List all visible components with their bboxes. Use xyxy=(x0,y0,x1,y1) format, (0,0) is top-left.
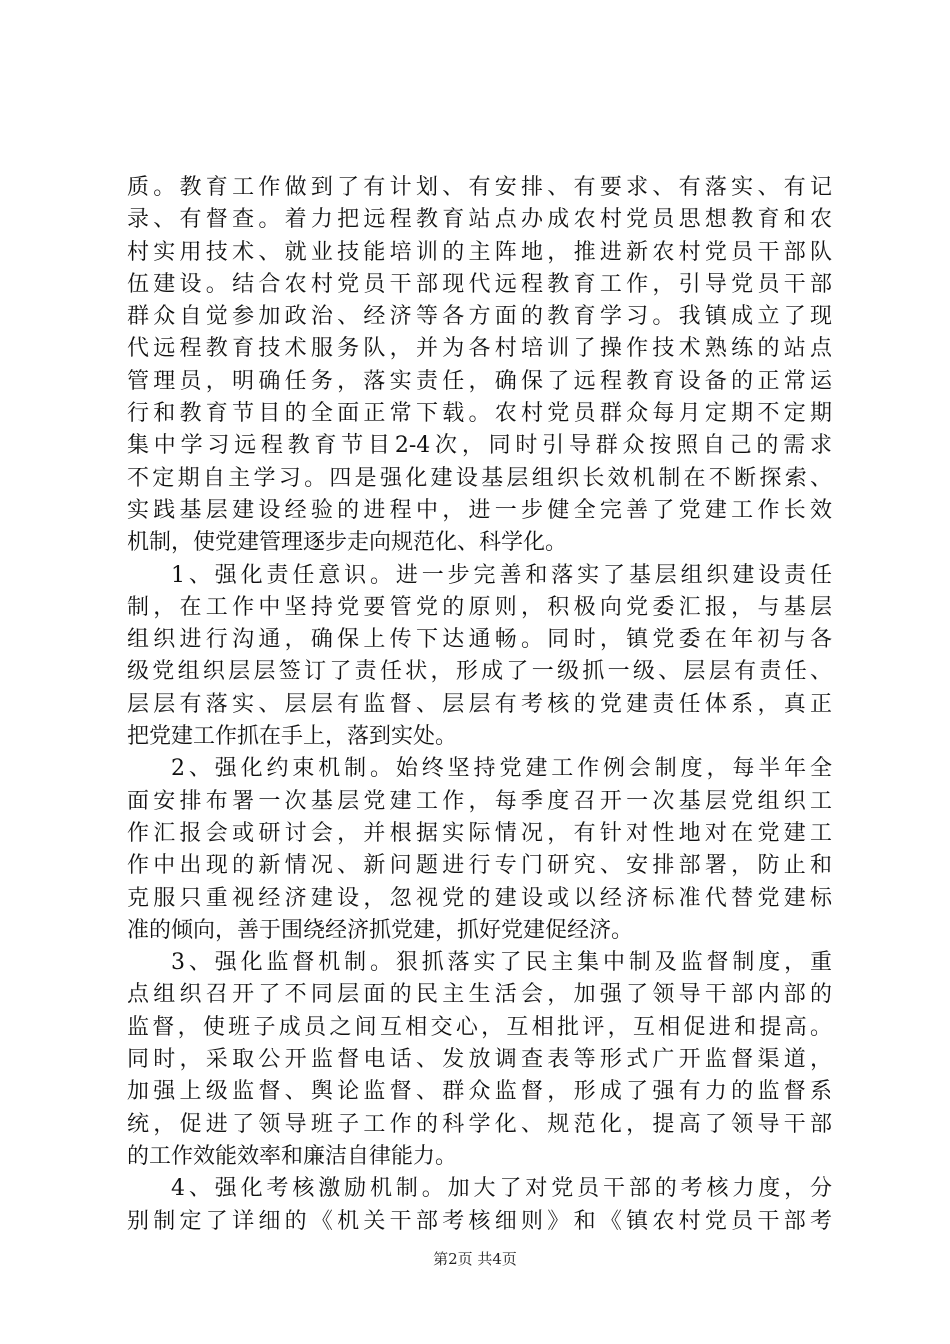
text-line: 点组织召开了不同层面的民主生活会，加强了领导干部内部的 xyxy=(127,982,832,1008)
text-line: 录、有督查。着力把远程教育站点办成农村党员思想教育和农 xyxy=(127,207,832,233)
text-line: 层层有落实、层层有监督、层层有考核的党建责任体系，真正 xyxy=(127,691,832,717)
paragraph-first-line: 1、强化责任意识。进一步完善和落实了基层组织建设责任 xyxy=(171,562,832,588)
text-line: 管理员，明确任务，落实责任，确保了远程教育设备的正常运 xyxy=(127,368,832,394)
text-line: 把党建工作抓在手上，落到实处。 xyxy=(127,724,458,750)
text-line: 伍建设。结合农村党员干部现代远程教育工作，引导党员干部 xyxy=(127,271,832,297)
text-line: 加强上级监督、舆论监督、群众监督，形成了强有力的监督系 xyxy=(127,1079,832,1105)
text-line: 群众自觉参加政治、经济等各方面的教育学习。我镇成立了现 xyxy=(127,304,832,330)
text-line: 组织进行沟通，确保上传下达通畅。同时，镇党委在年初与各 xyxy=(127,627,832,653)
paragraph-first-line: 4、强化考核激励机制。加大了对党员干部的考核力度，分 xyxy=(171,1176,832,1202)
text-line: 准的倾向，善于围绕经济抓党建，抓好党建促经济。 xyxy=(127,917,634,943)
text-line: 统，促进了领导班子工作的科学化、规范化，提高了领导干部 xyxy=(127,1111,832,1137)
text-line: 同时，采取公开监督电话、发放调查表等形式广开监督渠道， xyxy=(127,1047,832,1073)
text-line: 克服只重视经济建设，忽视党的建设或以经济标准代替党建标 xyxy=(127,885,832,911)
text-line: 质。教育工作做到了有计划、有安排、有要求、有落实、有记 xyxy=(127,175,832,200)
paragraph-first-line: 2、强化约束机制。始终坚持党建工作例会制度，每半年全 xyxy=(171,756,832,782)
text-line: 面安排布署一次基层党建工作，每季度召开一次基层党组织工 xyxy=(127,788,832,814)
text-line: 机制，使党建管理逐步走向规范化、科学化。 xyxy=(127,530,568,556)
text-line: 作汇报会或研讨会，并根据实际情况，有针对性地对在党建工 xyxy=(127,820,832,846)
text-line: 实践基层建设经验的进程中，进一步健全完善了党建工作长效 xyxy=(127,497,832,523)
text-line: 别制定了详细的《机关干部考核细则》和《镇农村党员干部考 xyxy=(127,1208,832,1234)
text-line: 集中学习远程教育节目2-4次，同时引导群众按照自己的需求 xyxy=(127,433,832,459)
text-line: 作中出现的新情况、新问题进行专门研究、安排部署，防止和 xyxy=(127,853,832,879)
text-line: 不定期自主学习。四是强化建设基层组织长效机制在不断探索、 xyxy=(127,465,832,491)
text-line: 的工作效能效率和廉洁自律能力。 xyxy=(127,1143,458,1169)
text-line: 制，在工作中坚持党要管党的原则，积极向党委汇报，与基层 xyxy=(127,594,832,620)
paragraph-first-line: 3、强化监督机制。狠抓落实了民主集中制及监督制度，重 xyxy=(171,950,832,976)
text-line: 行和教育节目的全面正常下载。农村党员群众每月定期不定期 xyxy=(127,401,832,427)
text-line: 代远程教育技术服务队，并为各村培训了操作技术熟练的站点 xyxy=(127,336,832,362)
text-line: 监督，使班子成员之间互相交心，互相批评，互相促进和提高。 xyxy=(127,1014,832,1040)
document-body xyxy=(127,172,832,1238)
text-line: 级党组织层层签订了责任状，形成了一级抓一级、层层有责任、 xyxy=(127,659,832,685)
page-number-footer: 第2页 共4页 xyxy=(433,1250,517,1268)
text-line: 村实用技术、就业技能培训的主阵地，推进新农村党员干部队 xyxy=(127,239,832,265)
